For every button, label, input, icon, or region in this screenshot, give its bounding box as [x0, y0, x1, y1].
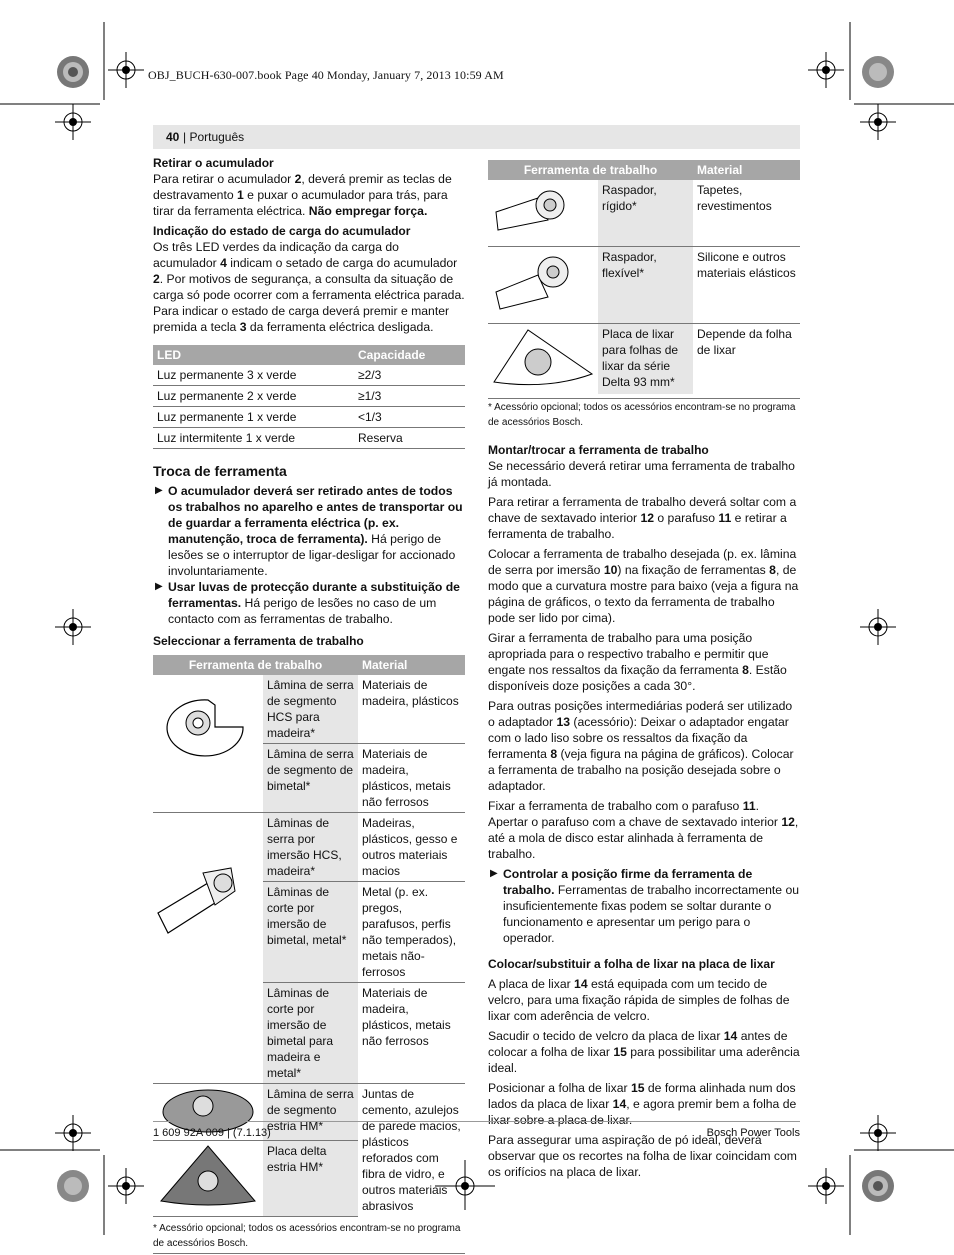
table-row: Luz permanente 1 x verde <1/3	[153, 407, 465, 428]
paragraph-charge-button: Para indicar o estado de carga deverá premir e manter premida a tecla 3 da ferramenta eléctrica desligada.	[153, 304, 450, 334]
left-column	[153, 155, 465, 1254]
table-row: Lâmina de serra de segmento estria HM* Juntas de cemento, azulejos de parede macios, plásticos reforados com fibra de vidro, e outros materiais abrasivos	[153, 1084, 465, 1141]
book-file-info: OBJ_BUCH-630-007.book Page 40 Monday, January 7, 2013 10:59 AM	[148, 68, 504, 82]
footer-brand: Bosch Power Tools	[706, 1127, 800, 1139]
paragraph: Sacudir o tecido de velcro da placa de lixar 14 antes de colocar a folha de lixar 15 para possibilitar uma aderência ideal.	[488, 1029, 800, 1075]
bullet-arrow-icon: ▶	[155, 485, 163, 496]
paragraph: Para retirar a ferramenta de trabalho deverá soltar com a chave de sextavado interior 12 o parafuso 11 e retirar a ferramenta de trabalho.	[488, 495, 797, 541]
led-table	[153, 345, 465, 449]
paragraph: Fixar a ferramenta de trabalho com o parafuso 11. Apertar o parafuso com a chave de sextavado interior 12, até a mola de disco estar alinhada à ferramenta de trabalho.	[488, 799, 799, 861]
paragraph: Girar a ferramenta de trabalho para uma posição apropriada para o respectivo trabalho e permitir que engate nos ressaltos da fixação da ferramenta 8. Estão disponíveis doze posições a cada 30°.	[488, 631, 787, 693]
hm-delta-plate-image	[153, 1141, 263, 1216]
heading-charge-indicator: Indicação do estado de carga do acumulador	[153, 224, 411, 238]
paragraph: A placa de lixar 14 está equipada com um tecido de velcro, para uma fixação rápida de simples de folhas de lixar com aderência de velcro.	[488, 977, 790, 1023]
page-language: | Português	[183, 130, 245, 144]
warning-bullet: ▶ Usar luvas de protecção durante a substituição de ferramentas. Há perigo de lesões no caso de um contacto com as ferramentas de trabalho.	[155, 580, 460, 626]
page-number: 40	[166, 130, 180, 144]
capacity-header: Capacidade	[354, 345, 465, 365]
right-column	[488, 160, 800, 1180]
table-row: Luz permanente 2 x verde ≥1/3	[153, 386, 465, 407]
table-row: Luz permanente 3 x verde ≥2/3	[153, 365, 465, 386]
bullet-arrow-icon: ▶	[490, 868, 498, 879]
table-row: Luz intermitente 1 x verde Reserva	[153, 428, 465, 449]
heading-select-tool: Seleccionar a ferramenta de trabalho	[153, 634, 364, 648]
page-header	[153, 125, 800, 149]
heading-sanding-sheet: Colocar/substituir a folha de lixar na placa de lixar	[488, 957, 775, 971]
tool-header: Ferramenta de trabalho	[488, 160, 693, 180]
footnote-right: * Acessório opcional; todos os acessórios encontram-se no programa de acessórios Bosch.	[488, 398, 800, 430]
footer-doc-number: 1 609 92A 009 | (7.1.13)	[153, 1127, 271, 1139]
paragraph-remove-battery: Para retirar o acumulador 2, deverá premir as teclas de destravamento 1 e puxar o acumulador para trás, para tirar da ferramenta eléctrica. Não empregar força.	[153, 172, 452, 218]
warning-bullet: ▶ Controlar a posição firme da ferramenta de trabalho. Ferramentas de trabalho incorrectamente ou insuficientemente fixas podem se soltar durante o funcionamento e apresentar um perigo para o operador.	[490, 867, 800, 945]
table-row: Lâminas de corte por imersão de bimetal para madeira e metal* Materiais de madeira, plásticos, metais não ferrosos	[153, 983, 465, 1084]
table-row: Lâminas de corte por imersão de bimetal, metal* Metal (p. ex. pregos, parafusos, perfis não temperados), metais não-ferrosos	[153, 882, 465, 983]
plunge-saw-blade-image	[153, 813, 263, 1084]
table-row: Lâmina de serra de segmento de bimetal* Materiais de madeira, plásticos, metais não ferrosos	[153, 744, 465, 813]
table-row: Raspador, flexível* Silicone e outros materiais elásticos	[488, 247, 800, 324]
rigid-scraper-image	[488, 180, 598, 247]
tool-table-right	[488, 160, 800, 394]
heading-remove-battery: Retirar o acumulador	[153, 156, 274, 170]
table-row: Placa de lixar para folhas de lixar da série Delta 93 mm* Depende da folha de lixar	[488, 324, 800, 395]
bullet-arrow-icon: ▶	[155, 581, 163, 592]
delta-sanding-plate-image	[488, 324, 598, 395]
flexible-scraper-image	[488, 247, 598, 324]
footnote-left: * Acessório opcional; todos os acessórios encontram-se no programa de acessórios Bosch.	[153, 1221, 465, 1254]
paragraph-charge-indicator: Os três LED verdes da indicação da carga do acumulador 4 indicam o setado de carga do acumulador 2. Por motivos de segurança, a consulta da situação de carga só pode ocorrer com a ferramenta eléctrica parada.	[153, 240, 465, 302]
table-row: Lâminas de serra por imersão HCS, madeira* Madeiras, plásticos, gesso e outros materiais macios	[153, 813, 465, 882]
table-row: Lâmina de serra de segmento HCS para madeira* Materiais de madeira, plásticos	[153, 675, 465, 744]
section-tool-change: Troca de ferramenta	[153, 463, 287, 479]
material-header: Material	[358, 655, 465, 675]
led-header: LED	[153, 345, 354, 365]
paragraph: Para assegurar uma aspiração de pó ideal, deverá observar que os recortes na folha de lixar coincidam com os orifícios na placa de lixar.	[488, 1133, 797, 1179]
warning-bullet: ▶ O acumulador deverá ser retirado antes de todos os trabalhos no aparelho e antes de transportar ou de guardar a ferramenta eléctrica (p. ex. manutenção, troca de ferramenta). Há perigo de lesões se o interruptor de ligar-desligar for accionado involuntariamente.	[155, 484, 463, 578]
heading-mount-tool: Montar/trocar a ferramenta de trabalho	[488, 443, 709, 457]
table-row: Raspador, rígido* Tapetes, revestimentos	[488, 180, 800, 247]
paragraph: Colocar a ferramenta de trabalho desejada (p. ex. lâmina de serra por imersão 10) na fixação de ferramentas 8, de modo que a curvatura mostre para baixo (veja a figura na página de gráficos, o texto da ferramenta de trabalho pode ser lido por cima).	[488, 547, 799, 625]
paragraph: Se necessário deverá retirar uma ferramenta de trabalho já montada.	[488, 459, 795, 489]
paragraph: Posicionar a folha de lixar 15 de forma alinhada num dos lados da placa de lixar 14, e agora premir bem a folha de lixar sobre a placa de lixar.	[488, 1081, 797, 1127]
material-header: Material	[693, 160, 800, 180]
paragraph: Para outras posições intermediárias poderá ser utilizado o adaptador 13 (acessório): Deixar o adaptador engatar com o lado liso sobre os ressaltos da fixação da ferramenta 8 (veja figura na página de gráficos). Colocar a ferramenta de trabalho na posição desejada sobre o adaptador.	[488, 699, 794, 793]
tool-header: Ferramenta de trabalho	[153, 655, 358, 675]
segment-saw-blade-image	[153, 675, 263, 813]
table-row: Placa delta estria HM*	[153, 1141, 465, 1216]
footer-divider	[153, 1121, 800, 1122]
